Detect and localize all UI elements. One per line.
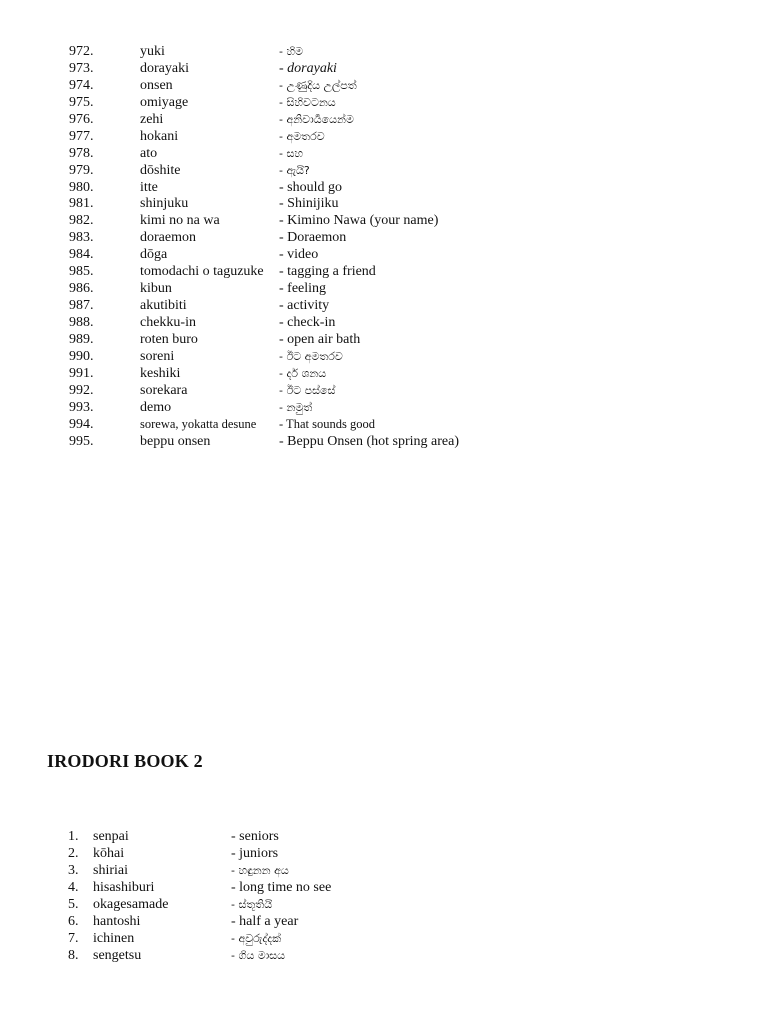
item-number: 984. (69, 247, 94, 263)
item-number: 988. (69, 315, 94, 330)
vocab-row (0, 365, 768, 382)
term-meaning: - Shinijiku (279, 196, 339, 212)
vocab-row (0, 128, 768, 145)
japanese-term: itte (140, 179, 158, 195)
japanese-term: tomodachi o taguzuke (140, 264, 264, 280)
item-number: 987. (69, 298, 94, 314)
item-number: 989. (69, 331, 94, 347)
item-number: 995. (69, 433, 94, 449)
term-meaning: - activity (279, 298, 330, 314)
vocab-row (0, 60, 768, 77)
japanese-term: roten buro (140, 331, 198, 347)
japanese-term: kimi no na wa (140, 213, 220, 229)
term-meaning: - අවුරුද්දක් (231, 932, 282, 945)
term-meaning: - ඇයි? (279, 163, 310, 177)
term-meaning: - dorayaki (279, 60, 337, 76)
item-number: 972. (69, 44, 94, 59)
japanese-term: ichinen (93, 931, 135, 946)
japanese-term: beppu onsen (140, 433, 211, 449)
term-meaning: - Beppu Onsen (hot spring area) (279, 433, 460, 449)
vocab-row (0, 297, 768, 314)
japanese-term: akutibiti (140, 298, 187, 314)
japanese-term: senpai (93, 829, 129, 844)
japanese-term: kibun (140, 281, 172, 297)
japanese-term: onsen (140, 77, 173, 93)
japanese-term: keshiki (140, 365, 181, 381)
vocab-row (0, 913, 768, 930)
term-meaning: - සහ (279, 146, 304, 160)
item-number: 1. (68, 829, 79, 844)
vocab-row (0, 947, 768, 964)
term-meaning: - half a year (231, 914, 299, 929)
japanese-term: demo (140, 399, 172, 415)
term-meaning: - That sounds good (279, 416, 375, 431)
japanese-term: zehi (140, 111, 164, 127)
item-number: 3. (68, 863, 79, 878)
item-number: 5. (68, 897, 79, 912)
item-number: 977. (69, 128, 94, 144)
vocab-row (0, 862, 768, 879)
item-number: 979. (69, 162, 94, 178)
japanese-term: doraemon (140, 230, 196, 246)
term-meaning: - juniors (231, 846, 279, 861)
item-number: 978. (69, 145, 94, 161)
item-number: 982. (69, 213, 94, 229)
item-number: 8. (68, 948, 79, 963)
vocab-row (0, 263, 768, 280)
japanese-term: kōhai (93, 846, 125, 861)
term-meaning: - ඊට පස්සේ (279, 383, 336, 397)
japanese-term: omiyage (140, 94, 189, 110)
term-meaning: - ගිය මාසය (231, 949, 286, 962)
term-meaning: - හඳුනන අය (231, 864, 289, 877)
item-number: 7. (68, 931, 79, 946)
vocab-row (0, 930, 768, 947)
japanese-term: sorewa, yokatta desune (140, 416, 257, 431)
section-title: IRODORI BOOK 2 (47, 751, 203, 771)
vocab-row (0, 314, 768, 331)
vocab-row (0, 94, 768, 111)
term-meaning: - ඊට අමතරව (279, 349, 343, 363)
item-number: 973. (69, 60, 94, 76)
vocab-row (0, 77, 768, 94)
japanese-term: chekku-in (140, 315, 196, 330)
term-meaning: - tagging a friend (279, 264, 376, 280)
vocab-row (0, 416, 768, 433)
japanese-term: yuki (140, 44, 165, 59)
vocab-row (0, 229, 768, 246)
vocab-row (0, 145, 768, 162)
japanese-term: dōga (140, 247, 168, 263)
term-meaning: - open air bath (279, 331, 361, 347)
item-number: 4. (68, 880, 79, 895)
item-number: 980. (69, 179, 94, 195)
japanese-term: shiriai (93, 863, 128, 878)
vocab-row (0, 43, 768, 60)
term-meaning: - හිම (279, 45, 304, 58)
japanese-term: dorayaki (140, 60, 189, 76)
vocab-row (0, 348, 768, 365)
item-number: 986. (69, 281, 94, 297)
vocab-row (0, 195, 768, 212)
term-meaning: - seniors (231, 829, 279, 844)
term-meaning: - අනිවාර්‍යයෙන්ම (279, 112, 354, 126)
term-meaning: - Doraemon (279, 230, 347, 246)
japanese-term: sengetsu (93, 948, 142, 963)
japanese-term: soreni (140, 348, 175, 364)
vocab-row (0, 845, 768, 862)
item-number: 993. (69, 399, 94, 415)
item-number: 981. (69, 196, 94, 212)
vocab-row (0, 879, 768, 896)
vocab-row (0, 162, 768, 179)
item-number: 6. (68, 914, 79, 929)
item-number: 976. (69, 111, 94, 127)
term-meaning: - feeling (279, 281, 327, 297)
term-meaning: - long time no see (231, 880, 332, 895)
book2-vocabulary-list (0, 828, 768, 964)
item-number: 992. (69, 382, 94, 398)
vocab-row (0, 111, 768, 128)
item-number: 990. (69, 348, 94, 364)
term-meaning: - Kimino Nawa (your name) (279, 213, 439, 229)
term-meaning: - නමුත් (279, 400, 313, 414)
term-meaning: - උණුදිය උල්පත් (279, 78, 357, 92)
vocab-row (0, 896, 768, 913)
item-number: 2. (68, 846, 79, 861)
vocab-row (0, 399, 768, 416)
term-meaning: - check-in (279, 315, 336, 330)
vocab-row (0, 382, 768, 399)
vocab-row (0, 828, 768, 845)
japanese-term: shinjuku (140, 196, 189, 212)
item-number: 994. (69, 416, 94, 432)
term-meaning: - දර් ශනය (279, 366, 327, 380)
item-number: 991. (69, 365, 94, 381)
vocab-row (0, 331, 768, 348)
vocab-row (0, 212, 768, 229)
japanese-term: ato (140, 145, 158, 161)
term-meaning: - video (279, 247, 319, 263)
japanese-term: hantoshi (93, 914, 141, 929)
term-meaning: - සිහිවටනය (279, 95, 336, 109)
item-number: 974. (69, 77, 94, 93)
term-meaning: - should go (279, 179, 342, 195)
item-number: 975. (69, 94, 94, 110)
vocab-row (0, 246, 768, 263)
vocab-row (0, 280, 768, 297)
japanese-term: dōshite (140, 162, 181, 178)
japanese-term: okagesamade (93, 897, 169, 912)
item-number: 983. (69, 230, 94, 246)
japanese-term: hokani (140, 128, 179, 144)
term-meaning: - අමතරව (279, 129, 325, 143)
vocab-row (0, 433, 768, 450)
vocab-row (0, 179, 768, 196)
item-number: 985. (69, 264, 94, 280)
japanese-term: sorekara (140, 382, 188, 398)
vocabulary-list (0, 43, 768, 450)
term-meaning: - ස්තූතියි (231, 898, 273, 911)
japanese-term: hisashiburi (93, 880, 155, 895)
